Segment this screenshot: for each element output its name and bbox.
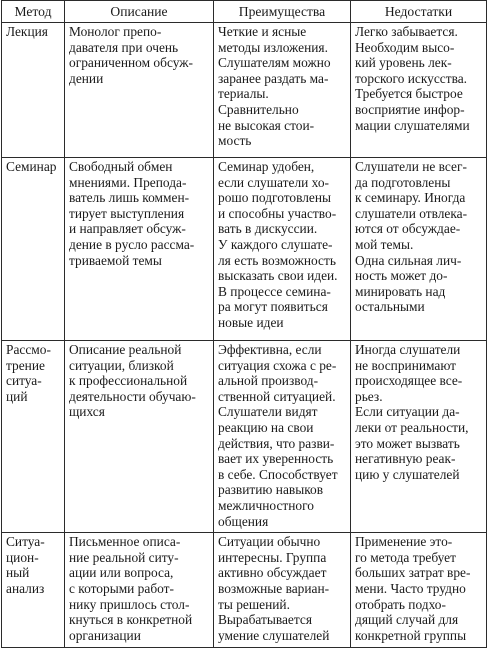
advantages-paragraph: Слушатели видят реакцию на свои действия, что разви- вает их уверенность в себе. Способствует развитию навыков межличностного общения: [218, 404, 338, 529]
description-cell: [65, 533, 214, 648]
description-cell: [65, 158, 214, 341]
header-method: Метод: [2, 1, 65, 23]
method-name: Ситуа- цион- ный анализ: [6, 534, 45, 596]
disadvantages-paragraph: Применение это- го метода требует больших затрат вре- мени. Часто трудно отобрать подхо- дящий случай для конкретной группы: [355, 534, 471, 643]
header-description: Описание: [65, 1, 214, 23]
disadvantages-cell: [351, 158, 487, 341]
advantages-paragraph: Сравнительно не высокая стои- мость: [218, 101, 315, 149]
advantages-paragraph: Семинар удобен, если слушатели хо- рошо подготовлены и способны участво- вать в дискуссии.: [218, 159, 337, 237]
advantages-paragraph: Эффективна, если ситуация схожа с ре- альной производ- ственной ситуацией.: [218, 342, 337, 404]
method-cell: [2, 23, 65, 158]
advantages-cell: [214, 23, 351, 158]
method-cell: [2, 158, 65, 341]
table-row: [2, 341, 487, 533]
advantages-paragraph: Ситуации обычно интересны. Группа активно обсуждает возможные вариан- ты решений.: [218, 534, 330, 612]
disadvantages-cell: [351, 341, 487, 533]
disadvantages-paragraph: Если ситуации да- леки от реальности, это может вызвать негативную реак- цию у слушателей: [355, 404, 469, 482]
description-text: Письменное описа- ние реальной ситу- ации или вопроса, с которыми работ- нику пришлось стол- кнуться в конкретной организации: [69, 534, 193, 643]
header-advantages: Преимущества: [214, 1, 351, 23]
disadvantages-paragraph: Иногда слушатели не воспринимают происходящее все- рьез.: [355, 342, 463, 404]
method-name: Лекция: [6, 24, 48, 39]
description-cell: [65, 341, 214, 533]
description-text: Свободный обмен мнениями. Препода- ватель лишь коммен- тирует выступления и направляет обсуж- дение в русло рассма- триваемой темы: [69, 159, 195, 268]
advantages-paragraph: Четкие и ясные методы изложения. Слушателям можно заранее раздать ма- териалы.: [218, 24, 331, 102]
disadvantages-paragraph: Одна сильная лич- ность может до- минировать над остальными: [355, 252, 462, 315]
header-row: [2, 1, 487, 23]
advantages-cell: [214, 341, 351, 533]
description-cell: [65, 23, 214, 158]
table-row: [2, 158, 487, 341]
method-cell: [2, 341, 65, 533]
table-row: [2, 533, 487, 648]
method-name: Рассмо- трение ситуа- ций: [6, 342, 51, 404]
disadvantages-cell: [351, 533, 487, 648]
advantages-cell: [214, 158, 351, 341]
table-row: [2, 23, 487, 158]
methods-table: [1, 0, 487, 648]
header-disadvantages: Недостатки: [351, 1, 487, 23]
advantages-paragraph: У каждого слушате- ля есть возможность высказать свои идеи. В процессе семина- ра могут появиться новые идеи: [218, 236, 338, 330]
advantages-paragraph: Вырабатывается умение слушателей: [218, 612, 330, 643]
description-text: Монолог препо- давателя при очень ограниченном обсуж- дении: [69, 24, 193, 86]
disadvantages-cell: [351, 23, 487, 158]
disadvantages-paragraph: Требуется быстрое восприятие инфор- мации слушателями: [355, 86, 470, 133]
description-text: Описание реальной ситуации, близкой к профессиональной деятельности обучаю- щихся: [69, 342, 196, 420]
disadvantages-paragraph: Легко забывается. Необходим высо- кий уровень лек- торского искусства.: [355, 24, 468, 86]
method-name: Семинар: [6, 159, 57, 174]
advantages-cell: [214, 533, 351, 648]
method-cell: [2, 533, 65, 648]
disadvantages-paragraph: Слушатели не всег- да подготовлены к семинару. Иногда слушатели отвлека- ются от обсуждае- мой темы.: [355, 159, 468, 252]
